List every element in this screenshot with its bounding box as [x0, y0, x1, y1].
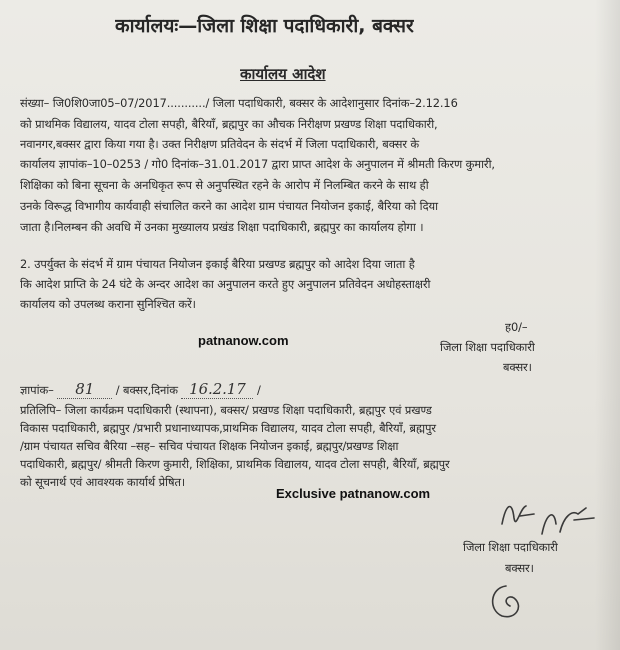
copy-line: प्रतिलिपि– जिला कार्यक्रम पदाधिकारी (स्थापना), बक्सर/ प्रखण्ड शिक्षा पदाधिकारी, ब्रह्मपुर एवं प्रखण्ड — [20, 403, 432, 417]
watermark-exclusive: Exclusive patnanow.com — [276, 486, 431, 501]
final-signatory-designation: जिला शिक्षा पदाधिकारी — [463, 540, 558, 554]
memo-end: / — [256, 383, 261, 397]
memo-number: 81 — [57, 380, 112, 399]
order-ref-line: संख्या– जि0शि0जा05–07/2017.........../ जिला पदाधिकारी, बक्सर के आदेशानुसार दिनांक–2.12.16 — [20, 96, 458, 110]
copy-line: विकास पदाधिकारी, ब्रह्मपुर /प्रभारी प्रधानाध्यापक,प्राथमिक विद्यालय, यादव टोला सपही, बैरियाँ, ब्रह्मपुर — [20, 421, 436, 435]
order-line: कार्यालय ज्ञापांक–10–0253 / गो0 दिनांक–31.01.2017 द्वारा प्राप्त आदेश के अनुपालन में श्रीमती किरण कुमारी, — [20, 157, 495, 171]
copy-line: पदाधिकारी, ब्रह्मपुर/ श्रीमती किरण कुमारी, शिक्षिका, प्राथमिक विद्यालय, यादव टोला सपही, बैरियाँ, ब्रह्मपुर — [20, 457, 450, 471]
para2-line: कार्यालय को उपलब्ध कराना सुनिश्चित करें। — [20, 297, 196, 311]
initial-scribble — [484, 580, 534, 622]
memo-date: 16.2.17 — [181, 380, 253, 399]
order-line: को प्राथमिक विद्यालय, यादव टोला सपही, बैरियाँ, ब्रह्मपुर का औचक निरीक्षण प्रखण्ड शिक्षा पदाधिकारी, — [20, 117, 438, 131]
order-line: शिक्षिका को बिना सूचना के अनधिकृत रूप से अनुपस्थित रहने के आरोप में निलम्बित करने के साथ ही — [20, 178, 429, 192]
signature-scribble — [490, 494, 600, 542]
order-line: उनके विरूद्ध विभागीय कार्यवाही संचालित करने का आदेश ग्राम पंचायत नियोजन इकाई, बैरिया को दिया — [20, 199, 439, 213]
copy-line: /ग्राम पंचायत सचिव बैरिया –सह– सचिव पंचायत शिक्षक नियोजन इकाई, ब्रह्मपुर/प्रखण्ड शिक्षा — [20, 439, 399, 453]
final-signatory-place: बक्सर। — [505, 561, 534, 575]
office-title: कार्यालयः—जिला शिक्षा पदाधिकारी, बक्सर — [115, 15, 414, 37]
order-line: जाता है।निलम्बन की अवधि में उनका मुख्यालय प्रखंड शिक्षा पदाधिकारी, ब्रह्मपुर का कार्यालय होगा । — [20, 220, 424, 234]
order-heading: कार्यालय आदेश — [240, 65, 326, 83]
watermark-patnanow: patnanow.com — [198, 333, 289, 348]
sd-mark: ह0/– — [505, 320, 528, 334]
signatory-place: बक्सर। — [503, 360, 532, 374]
memo-prefix: ज्ञापांक– — [20, 383, 54, 397]
order-line: नवानगर,बक्सर द्वारा किया गया है। उक्त निरीक्षण प्रतिवेदन के संदर्भ में जिला पदाधिकारी, बक्सर के — [20, 137, 420, 151]
para2-line: 2. उपर्युक्त के संदर्भ में ग्राम पंचायत नियोजन इकाई बैरिया प्रखण्ड ब्रह्मपुर को आदेश दिया जाता है — [20, 257, 415, 271]
signatory-designation: जिला शिक्षा पदाधिकारी — [440, 340, 535, 354]
para2-line: कि आदेश प्राप्ति के 24 घंटे के अन्दर आदेश का अनुपालन करते हुए अनुपालन प्रतिवेदन अधोहस्ताक्षरी — [20, 277, 431, 291]
memo-line — [20, 380, 320, 399]
copy-line: को सूचनार्थ एवं आवश्यक कार्यार्थ प्रेषित। — [20, 475, 186, 489]
memo-mid: / बक्सर,दिनांक — [115, 383, 178, 397]
paper-fold-shadow — [595, 0, 620, 650]
